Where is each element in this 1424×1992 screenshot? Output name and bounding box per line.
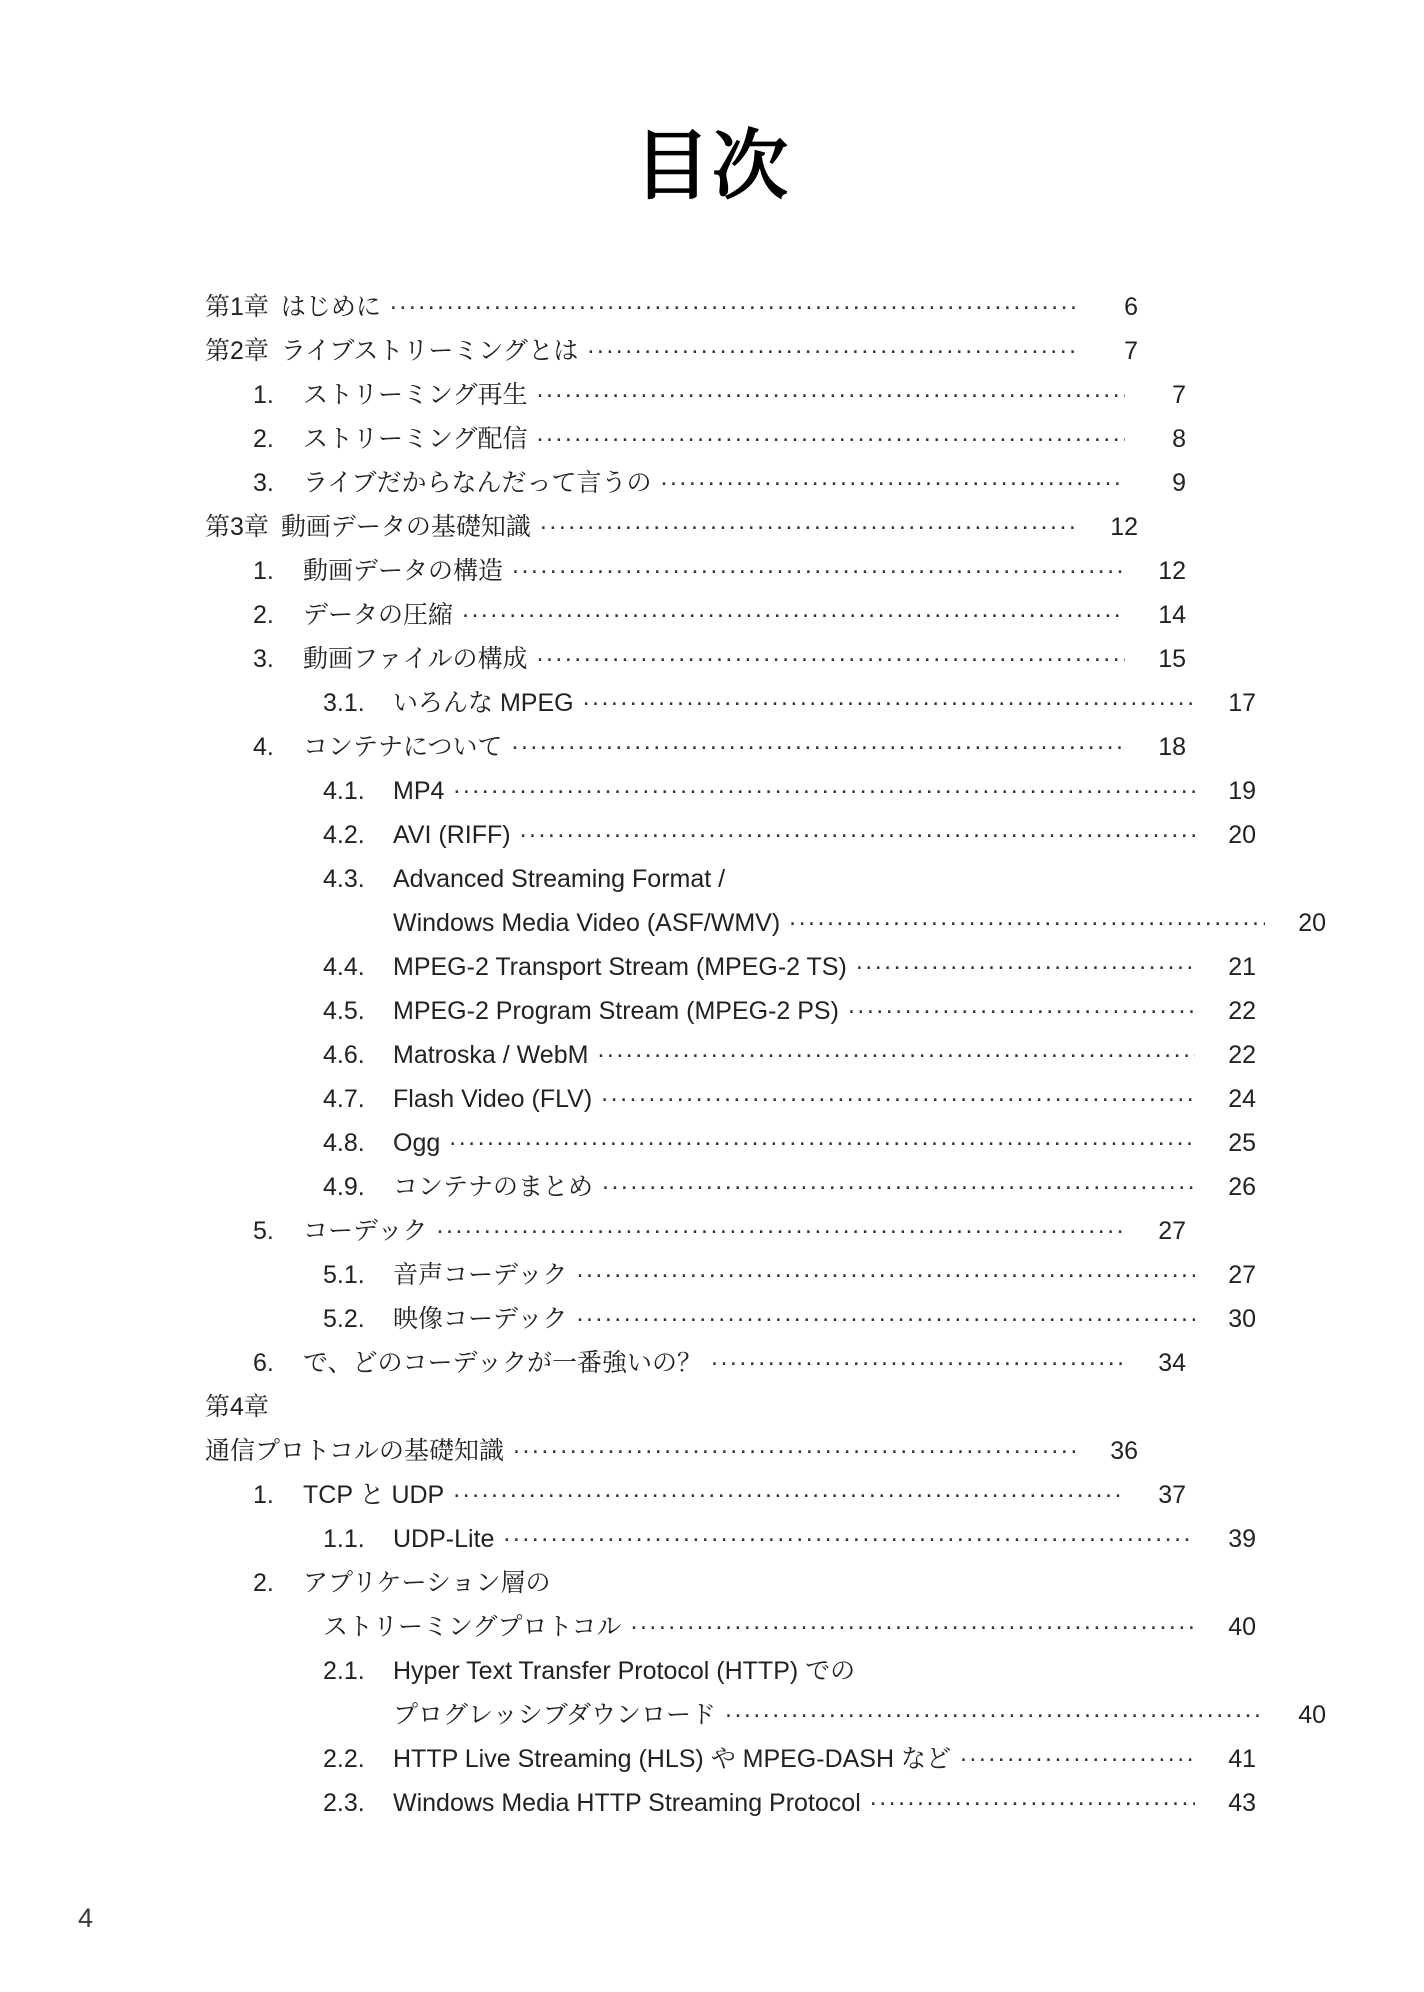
toc-leader-dots bbox=[602, 1170, 1195, 1195]
toc-entry-number: 3. bbox=[253, 469, 274, 497]
toc-leader-dots bbox=[631, 1610, 1195, 1635]
toc-leader-dots bbox=[960, 1742, 1195, 1767]
toc-entry-label: 動画データの構造 bbox=[303, 557, 504, 585]
toc-entry[interactable] bbox=[205, 1038, 1256, 1082]
toc-entry-label-line2: プログレッシブダウンロード bbox=[393, 1701, 717, 1729]
toc-entry-number: 6. bbox=[253, 1349, 274, 1377]
toc-leader-dots bbox=[725, 1698, 1265, 1723]
toc-leader-dots bbox=[587, 334, 1077, 359]
toc-entry[interactable] bbox=[205, 686, 1256, 730]
toc-entry[interactable] bbox=[205, 1566, 1186, 1610]
toc-leader-dots bbox=[537, 378, 1125, 403]
toc-list bbox=[205, 290, 1326, 1830]
toc-entry[interactable] bbox=[205, 1258, 1256, 1302]
toc-entry-label: Flash Video (FLV) bbox=[393, 1085, 593, 1113]
toc-entry-label: TCP と UDP bbox=[303, 1481, 445, 1509]
toc-entry-label: AVI (RIFF) bbox=[393, 821, 511, 849]
toc-entry-number: 4.4. bbox=[323, 953, 365, 981]
toc-leader-dots bbox=[601, 1082, 1195, 1107]
toc-leader-dots bbox=[597, 1038, 1195, 1063]
toc-entry-label: HTTP Live Streaming (HLS) や MPEG-DASH など bbox=[393, 1745, 951, 1773]
toc-entry-page-number: 43 bbox=[1228, 1789, 1256, 1817]
toc-entry-page-number: 36 bbox=[1110, 1437, 1138, 1465]
toc-entry-number: 2. bbox=[253, 601, 274, 629]
toc-entry-label: UDP-Lite bbox=[393, 1525, 495, 1553]
toc-entry-number: 4.8. bbox=[323, 1129, 365, 1157]
toc-entry[interactable] bbox=[205, 1786, 1256, 1830]
toc-entry-number: 2.2. bbox=[323, 1745, 365, 1773]
toc-entry[interactable] bbox=[205, 1126, 1256, 1170]
toc-entry-number: 4.2. bbox=[323, 821, 365, 849]
toc-entry-number: 5.2. bbox=[323, 1305, 365, 1333]
toc-entry-label: MPEG-2 Transport Stream (MPEG-2 TS) bbox=[393, 953, 847, 981]
toc-entry[interactable] bbox=[205, 950, 1256, 994]
toc-entry-number: 3. bbox=[253, 645, 274, 673]
toc-entry-label: いろんな MPEG bbox=[393, 689, 574, 717]
toc-entry-page-number: 21 bbox=[1228, 953, 1256, 981]
toc-entry-label: コンテナについて bbox=[303, 733, 503, 761]
toc-entry-label: 映像コーデック bbox=[393, 1305, 568, 1333]
toc-entry-page-number: 18 bbox=[1158, 733, 1186, 761]
toc-entry[interactable] bbox=[205, 1654, 1256, 1698]
toc-entry-continuation[interactable] bbox=[205, 906, 1326, 950]
toc-entry-number: 5.1. bbox=[323, 1261, 365, 1289]
toc-entry-number: 3.1. bbox=[323, 689, 365, 717]
toc-entry-number: 第4章 bbox=[205, 1393, 269, 1421]
toc-leader-dots bbox=[540, 510, 1077, 535]
toc-entry-page-number: 17 bbox=[1228, 689, 1256, 717]
toc-entry[interactable] bbox=[205, 1390, 1138, 1434]
toc-entry-page-number: 9 bbox=[1172, 469, 1186, 497]
toc-entry-number: 4.5. bbox=[323, 997, 365, 1025]
toc-entry-page-number: 14 bbox=[1158, 601, 1186, 629]
toc-entry-number: 2. bbox=[253, 1569, 274, 1597]
toc-leader-dots bbox=[520, 818, 1195, 843]
toc-leader-dots bbox=[437, 1214, 1125, 1239]
toc-entry-number: 1. bbox=[253, 1481, 274, 1509]
toc-entry-label-line2: ストリーミングプロトコル bbox=[323, 1613, 622, 1641]
toc-leader-dots bbox=[856, 950, 1195, 975]
toc-leader-dots bbox=[537, 422, 1125, 447]
toc-entry[interactable] bbox=[205, 598, 1186, 642]
toc-entry-number: 4.9. bbox=[323, 1173, 365, 1201]
toc-entry-page-number: 12 bbox=[1158, 557, 1186, 585]
toc-leader-dots bbox=[462, 598, 1125, 623]
toc-leader-dots bbox=[449, 1126, 1195, 1151]
toc-entry-number: 4.6. bbox=[323, 1041, 365, 1069]
toc-leader-dots bbox=[453, 1478, 1125, 1503]
toc-entry-label: ストリーミング再生 bbox=[303, 381, 528, 409]
toc-entry-page-number: 7 bbox=[1124, 337, 1138, 365]
toc-entry-label: コンテナのまとめ bbox=[393, 1173, 594, 1201]
toc-entry[interactable] bbox=[205, 378, 1186, 422]
toc-entry[interactable] bbox=[205, 1302, 1256, 1346]
toc-leader-dots bbox=[789, 906, 1265, 931]
toc-entry[interactable] bbox=[205, 466, 1186, 510]
toc-entry-label: 動画データの基礎知識 bbox=[280, 513, 531, 541]
toc-entry-continuation[interactable] bbox=[205, 1698, 1326, 1742]
toc-entry[interactable] bbox=[205, 642, 1186, 686]
toc-leader-dots bbox=[711, 1346, 1125, 1371]
toc-entry-page-number: 19 bbox=[1228, 777, 1256, 805]
toc-entry[interactable] bbox=[205, 290, 1138, 334]
toc-entry-label: で、どのコーデックが一番強いの？ bbox=[303, 1349, 703, 1377]
toc-entry[interactable] bbox=[205, 554, 1186, 598]
toc-entry-label: コーデック bbox=[303, 1217, 428, 1245]
toc-entry-number: 第3章 bbox=[205, 513, 269, 541]
toc-entry-page-number: 22 bbox=[1228, 1041, 1256, 1069]
toc-entry-label-line2: Windows Media Video (ASF/WMV) bbox=[393, 909, 781, 937]
toc-leader-dots bbox=[583, 686, 1195, 711]
toc-leader-dots bbox=[577, 1302, 1195, 1327]
toc-entry-number: 4. bbox=[253, 733, 274, 761]
page-folio-number: 4 bbox=[78, 1903, 94, 1933]
toc-entry-number: 第2章 bbox=[205, 337, 269, 365]
toc-entry-page-number: 39 bbox=[1228, 1525, 1256, 1553]
toc-entry[interactable] bbox=[205, 1478, 1186, 1522]
toc-entry-page-number: 6 bbox=[1124, 293, 1138, 321]
toc-entry[interactable] bbox=[205, 1742, 1256, 1786]
toc-leader-dots bbox=[503, 1522, 1195, 1547]
toc-entry-label: Hyper Text Transfer Protocol (HTTP) での bbox=[393, 1657, 856, 1685]
toc-entry-number: 4.7. bbox=[323, 1085, 365, 1113]
toc-entry-page-number: 40 bbox=[1228, 1613, 1256, 1641]
toc-entry-label: データの圧縮 bbox=[303, 601, 454, 629]
toc-entry-number: 1.1. bbox=[323, 1525, 365, 1553]
toc-entry[interactable] bbox=[205, 862, 1256, 906]
toc-entry-label: アプリケーション層の bbox=[303, 1569, 551, 1597]
toc-entry[interactable] bbox=[205, 1346, 1186, 1390]
toc-leader-dots bbox=[537, 642, 1125, 667]
toc-entry-label: 動画ファイルの構成 bbox=[303, 645, 528, 673]
toc-entry-page-number: 8 bbox=[1172, 425, 1186, 453]
toc-entry[interactable] bbox=[205, 422, 1186, 466]
toc-entry-label: Matroska / WebM bbox=[393, 1041, 589, 1069]
toc-entry-number: 2. bbox=[253, 425, 274, 453]
toc-entry-label: はじめに bbox=[280, 293, 381, 321]
toc-leader-dots bbox=[848, 994, 1195, 1019]
toc-entry-page-number: 26 bbox=[1228, 1173, 1256, 1201]
toc-leader-dots bbox=[512, 730, 1125, 755]
toc-entry-label: 音声コーデック bbox=[393, 1261, 568, 1289]
toc-entry-label: Windows Media HTTP Streaming Protocol bbox=[393, 1789, 861, 1817]
toc-entry-label-line2: 通信プロトコルの基礎知識 bbox=[205, 1437, 505, 1465]
toc-leader-dots bbox=[453, 774, 1195, 799]
toc-entry[interactable] bbox=[205, 1522, 1256, 1566]
toc-entry[interactable] bbox=[205, 774, 1256, 818]
toc-entry-label: ストリーミング配信 bbox=[303, 425, 528, 453]
toc-entry-page-number: 15 bbox=[1158, 645, 1186, 673]
toc-entry-number: 1. bbox=[253, 557, 274, 585]
toc-entry-number: 2.1. bbox=[323, 1657, 365, 1685]
toc-entry-continuation[interactable] bbox=[205, 1610, 1256, 1654]
toc-entry-page-number: 12 bbox=[1110, 513, 1138, 541]
toc-entry[interactable] bbox=[205, 730, 1186, 774]
toc-entry-page-number: 27 bbox=[1228, 1261, 1256, 1289]
toc-entry-page-number: 7 bbox=[1172, 381, 1186, 409]
toc-entry-page-number: 41 bbox=[1228, 1745, 1256, 1773]
page-title: 目次 bbox=[634, 121, 790, 210]
toc-entry-label: MPEG-2 Program Stream (MPEG-2 PS) bbox=[393, 997, 839, 1025]
toc-leader-dots bbox=[390, 290, 1077, 315]
toc-leader-dots bbox=[513, 1434, 1077, 1459]
toc-entry-label: Ogg bbox=[393, 1129, 441, 1157]
toc-entry[interactable] bbox=[205, 510, 1138, 554]
toc-entry[interactable] bbox=[205, 334, 1138, 378]
toc-entry-number: 5. bbox=[253, 1217, 274, 1245]
toc-entry-label: ライブストリーミングとは bbox=[280, 337, 579, 365]
toc-entry-page-number: 27 bbox=[1158, 1217, 1186, 1245]
toc-entry-page-number: 20 bbox=[1228, 821, 1256, 849]
toc-entry-page-number: 34 bbox=[1158, 1349, 1186, 1377]
toc-entry-page-number: 40 bbox=[1298, 1701, 1326, 1729]
toc-entry-continuation[interactable] bbox=[205, 1434, 1138, 1478]
toc-entry[interactable] bbox=[205, 1082, 1256, 1126]
toc-leader-dots bbox=[512, 554, 1125, 579]
toc-entry-label: MP4 bbox=[393, 777, 445, 805]
toc-entry-label: ライブだからなんだって言うの bbox=[303, 469, 652, 497]
toc-entry-page-number: 37 bbox=[1158, 1481, 1186, 1509]
toc-entry-page-number: 30 bbox=[1228, 1305, 1256, 1333]
toc-entry-page-number: 20 bbox=[1298, 909, 1326, 937]
toc-entry-number: 2.3. bbox=[323, 1789, 365, 1817]
toc-entry[interactable] bbox=[205, 994, 1256, 1038]
toc-leader-dots bbox=[661, 466, 1125, 491]
toc-entry[interactable] bbox=[205, 818, 1256, 862]
toc-leader-dots bbox=[577, 1258, 1195, 1283]
toc-entry-label: Advanced Streaming Format / bbox=[393, 865, 726, 893]
toc-entry-number: 1. bbox=[253, 381, 274, 409]
toc-entry-page-number: 24 bbox=[1228, 1085, 1256, 1113]
toc-entry-page-number: 25 bbox=[1228, 1129, 1256, 1157]
toc-entry-page-number: 22 bbox=[1228, 997, 1256, 1025]
toc-entry-number: 第1章 bbox=[205, 293, 269, 321]
toc-leader-dots bbox=[870, 1786, 1195, 1811]
toc-entry[interactable] bbox=[205, 1170, 1256, 1214]
toc-entry-number: 4.1. bbox=[323, 777, 365, 805]
toc-entry[interactable] bbox=[205, 1214, 1186, 1258]
toc-entry-number: 4.3. bbox=[323, 865, 365, 893]
